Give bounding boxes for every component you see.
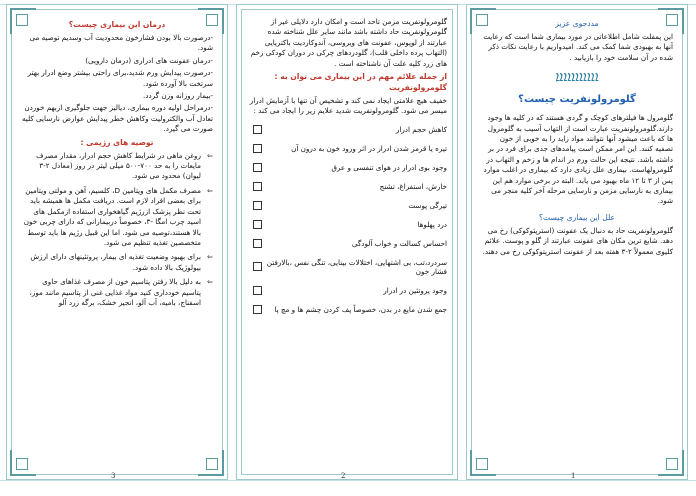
treatment-item: -درصورت پیدایش ورم شدید،برای راحتی بیشتر وضع ادرار بهتر سرتخت بالا آورده شود. bbox=[27, 68, 213, 88]
checkbox-icon bbox=[253, 305, 262, 314]
treatment-item: -درمان عفونت های ادراری (درمان دارویی) bbox=[85, 55, 213, 65]
checkbox-icon bbox=[253, 125, 262, 134]
symptom-text: درد پهلوها bbox=[417, 219, 447, 229]
symptoms-intro-red: از جمله علائم مهم در این بیماری می توان به : گلومرولونفریت bbox=[274, 72, 447, 93]
checkbox-icon bbox=[253, 239, 262, 248]
gn-description: گلومرول ها فیلترهای کوچک و گردی هستند که در کلیه ها وجود دارند.گلومرولونفریت عبارت است از التهاب آسیب به گلومرول ها که باعث میشود آنها نتوانند مواد زاید را به خوبی از خون تصفیه کنند. این امر ممکن است پیامدهای جدی برای فرد در بر داشته باشد. نتیجه این حالت ورم در اندام ها و زخم و التهاب در گلومرولهاست. بیماری علل زیادی دارد که بیماری در اغلب موارد پس از ۳ تا ۱۲ ماه بهبود می یابد. البته در برخی موارد هم این بیماری به نارسایی مزمن و نارسایی مرحله آخر کلیه منجر می شود. bbox=[483, 113, 673, 206]
symptom-text: وجود پروتئین در ادرار bbox=[383, 285, 447, 295]
symptoms-checklist bbox=[247, 125, 447, 314]
diet-item bbox=[21, 277, 213, 308]
symptom-text: احساس کسالت و خواب آلودگی bbox=[351, 238, 447, 248]
checkbox-icon bbox=[253, 144, 262, 153]
symptom-item bbox=[247, 286, 447, 295]
symptom-text: تیرگی پوست bbox=[408, 200, 447, 210]
intro-paragraph: این پمفلت شامل اطلاعاتی در مورد بیماری شما است که رعایت آنها به بهبودی شما کمک می کند. امیدواریم با رعایت نکات ذکر شده در آن سلامت خود را بازیابید . bbox=[483, 32, 673, 62]
causes-subheading: علل این بیماری چیست؟ bbox=[538, 212, 615, 222]
greeting-tag: مددجوی عزیز bbox=[555, 19, 599, 28]
symptoms-paragraph: خفیف هیچ علامتی ایجاد نمی کند و تشخیص آن تنها با آزمایش ادرار میسر می شود. گلومرولونفریت شدید علایم زیر را ایجاد می کند : bbox=[249, 96, 447, 116]
symptom-item bbox=[247, 201, 447, 210]
symptom-item bbox=[247, 220, 447, 229]
panel-symptoms-content bbox=[247, 17, 447, 467]
checkbox-icon bbox=[253, 182, 262, 191]
treatment-heading: درمان این بیماری چیست؟ bbox=[68, 20, 166, 29]
arrow-icon: ⇐ bbox=[206, 185, 213, 195]
panel-symptoms bbox=[236, 4, 458, 480]
checkbox-icon bbox=[253, 201, 262, 210]
page-number: 1 bbox=[571, 472, 576, 480]
arrow-icon: ⇐ bbox=[206, 252, 213, 262]
symptom-item bbox=[247, 258, 447, 276]
symptom-item bbox=[247, 163, 447, 172]
diet-item-text: روغن ماهی در شرایط کاهش حجم ادرار، مقدار مصرف مایعات را به حد ۷۰۰-۵۰۰ میلی لیتر در روز (معادل ۲-۳ لیوان) محدود می شود. bbox=[36, 150, 201, 181]
symptom-text: تیره یا قرمز شدن ادرار در اثر ورود خون به درون آن bbox=[291, 143, 447, 153]
diet-item bbox=[21, 186, 213, 248]
symptom-text: خارش، استفراغ، تشنج bbox=[379, 181, 447, 191]
symptom-text: سردرد،تب، بی اشتهایی، اختلالات بینایی، تنگی نفس ،بالارفتن فشار خون bbox=[266, 257, 447, 276]
guide-line-bottom bbox=[0, 480, 696, 481]
page-number: 2 bbox=[341, 472, 346, 480]
diet-subheading: توصیه های رژیمی : bbox=[80, 137, 154, 147]
symptom-text: وجود بوی ادرار در هوای تنفسی و عرق bbox=[331, 162, 447, 172]
checkbox-icon bbox=[253, 163, 262, 172]
symptom-text: کاهش حجم ادرار bbox=[395, 124, 447, 134]
diet-item-text: مصرف مکمل های ویتامین D، کلسیم، آهن و مولتی ویتامین برای بعضی افراد لازم است. دریافت مکمل ها همیشه باید تحت نظر پزشک ازرژیم گیاهخواری استفاده ازمکمل های اسید چرب امگا -۳، خصوصاً دربیمارانی که دارای چربی خون بالا هستند،توصیه می شود. اما این قبیل رژیم ها باید توسط متخصصین تغذیه تنظیم می شود. bbox=[23, 185, 201, 247]
arrow-icon: ⇐ bbox=[206, 150, 213, 160]
panel-intro bbox=[466, 4, 688, 480]
symptom-item bbox=[247, 239, 447, 248]
page-number: 3 bbox=[111, 472, 116, 480]
diet-item-text: برای بهبود وضعیت تغذیه ای بیمار، پروتئینهای دارای ارزش بیولوژیک بالا داده شود. bbox=[30, 252, 201, 272]
treatment-item: -درصورت بالا بودن فشارخون محدودیت آب وسدیم توصیه می شود. bbox=[29, 33, 213, 53]
panel-intro-content bbox=[481, 17, 673, 467]
treatment-item: -بیمار روزانه وزن گردد. bbox=[143, 91, 213, 101]
gn-heading: گلومرولونفریت چیست؟ bbox=[518, 94, 636, 106]
panel-treatment-content bbox=[21, 17, 213, 467]
symptom-item bbox=[247, 182, 447, 191]
checkbox-icon bbox=[253, 262, 262, 271]
diet-item bbox=[21, 252, 213, 273]
diet-item-text: به دلیل بالا رفتن پتاسیم خون از مصرف غذاهای حاوی پتاسیم خودداری کنید مواد غذایی غنی از پتاسیم مانند موز، اسفناج، بامیه، آب آلو، انجیر خشک، برگه زرد آلو bbox=[29, 277, 201, 307]
chronic-paragraph: گلومرولونفریت مزمن تاحد است و امکان دارد دلایلی غیر از گلومرولونفریت حاد داشته باشد مانند سایر علل شناخته شده عبارتند از لوپوس، عفونت های ویروسی، آندوکاردیت باکتریایی (التهاب پرده داخلی قلب)، گلودردهای چرکی در دوران کودکی زخم های زرد کلیه علت آن ناشناخته است . bbox=[250, 17, 447, 68]
checkbox-icon bbox=[253, 286, 262, 295]
symptom-item bbox=[247, 305, 447, 314]
treatment-item: -درمراحل اولیه دوره بیماری، دیالیز جهت جلوگیری ازبهم خوردن تعادل آب والکترولیت وکاهش خطر پیدایش عوارض نارسایی کلیه صورت می گیرد. bbox=[21, 103, 213, 134]
diet-item bbox=[21, 151, 213, 182]
symptom-item bbox=[247, 125, 447, 134]
causes-paragraph: گلومرولونفریت حاد به دنبال یک عفونت (استرپتوکوکی) رخ می دهد. شایع ترین مکان های عفونت عبارتند از گلو و پوست. علائم کلیوی معمولاً ۲-۳ هفته بعد از عفونت استرپتوکوکی رخ می دهند. bbox=[482, 225, 673, 256]
panel-treatment bbox=[6, 4, 228, 480]
ornament-divider: ܐܐܐܐܐܐܐܐܐܐܐ bbox=[555, 69, 599, 86]
arrow-icon: ⇐ bbox=[206, 277, 213, 287]
symptom-item bbox=[247, 144, 447, 153]
symptom-text: جمع شدن مایع در بدن، خصوصاً پف کردن چشم ها و مچ پا bbox=[274, 304, 447, 314]
checkbox-icon bbox=[253, 220, 262, 229]
